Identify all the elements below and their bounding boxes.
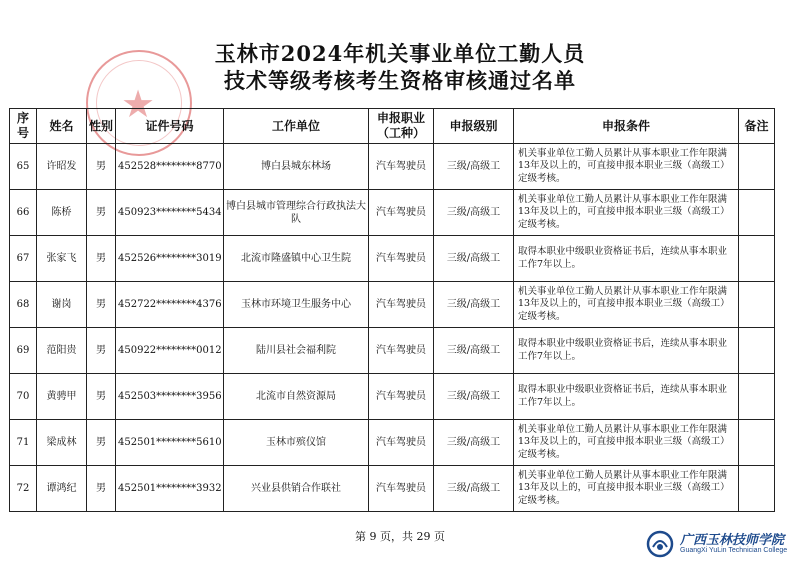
row-workplace: 玉林市环境卫生服务中心 (224, 282, 369, 328)
title-line-2: 技术等级考核考生资格审核通过名单 (224, 68, 576, 93)
row-gender: 男 (87, 282, 116, 328)
row-note (739, 466, 775, 512)
row-gender: 男 (87, 190, 116, 236)
row-workplace: 兴业县供销合作联社 (224, 466, 369, 512)
row-condition: 机关事业单位工勤人员累计从事本职业工作年限满13年及以上的，可直接申报本职业三级（高级工）定级考核。 (514, 190, 739, 236)
row-note (739, 420, 775, 466)
header-id: 证件号码 (116, 109, 224, 144)
row-level: 三级/高级工 (434, 374, 514, 420)
row-name: 张家飞 (37, 236, 87, 282)
row-workplace: 陆川县社会福利院 (224, 328, 369, 374)
row-name: 谢岗 (37, 282, 87, 328)
header-job: 申报职业（工种） (369, 109, 434, 144)
college-name: 广西玉林技师学院 (680, 533, 785, 548)
header-no: 序号 (10, 109, 37, 144)
table-row (10, 282, 775, 328)
header-level: 申报级别 (434, 109, 514, 144)
row-name: 黄骋甲 (37, 374, 87, 420)
row-number: 71 (10, 420, 37, 466)
star-icon: ★ (121, 82, 156, 126)
row-id-number: 452501********5610 (116, 420, 224, 466)
row-level: 三级/高级工 (434, 144, 514, 190)
row-condition: 取得本职业中级职业资格证书后，连续从事本职业工作7年以上。 (514, 328, 739, 374)
row-job: 汽车驾驶员 (369, 190, 434, 236)
header-condition: 申报条件 (514, 109, 739, 144)
row-condition: 机关事业单位工勤人员累计从事本职业工作年限满13年及以上的，可直接申报本职业三级（高级工）定级考核。 (514, 144, 739, 190)
page-title (0, 40, 800, 94)
row-note (739, 328, 775, 374)
header-gender: 性别 (87, 109, 116, 144)
row-id-number: 452503********3956 (116, 374, 224, 420)
college-emblem-icon (646, 530, 674, 558)
table-row (10, 190, 775, 236)
row-condition: 机关事业单位工勤人员累计从事本职业工作年限满13年及以上的，可直接申报本职业三级（高级工）定级考核。 (514, 420, 739, 466)
table-row (10, 466, 775, 512)
row-level: 三级/高级工 (434, 282, 514, 328)
row-gender: 男 (87, 374, 116, 420)
row-condition: 取得本职业中级职业资格证书后，连续从事本职业工作7年以上。 (514, 236, 739, 282)
row-workplace: 博白县城市管理综合行政执法大队 (224, 190, 369, 236)
row-workplace: 博白县城东林场 (224, 144, 369, 190)
table-header-row (10, 109, 775, 144)
title-line-1: 玉林市2024年机关事业单位工勤人员 (214, 41, 586, 66)
row-level: 三级/高级工 (434, 466, 514, 512)
row-name: 许昭发 (37, 144, 87, 190)
row-number: 65 (10, 144, 37, 190)
row-number: 67 (10, 236, 37, 282)
table-row (10, 236, 775, 282)
college-logo (642, 527, 794, 561)
row-job: 汽车驾驶员 (369, 374, 434, 420)
row-name: 谭鸿纪 (37, 466, 87, 512)
row-note (739, 236, 775, 282)
row-number: 70 (10, 374, 37, 420)
row-gender: 男 (87, 466, 116, 512)
row-id-number: 452526********3019 (116, 236, 224, 282)
row-number: 72 (10, 466, 37, 512)
row-gender: 男 (87, 420, 116, 466)
row-name: 陈桥 (37, 190, 87, 236)
table-row (10, 144, 775, 190)
row-job: 汽车驾驶员 (369, 328, 434, 374)
row-gender: 男 (87, 328, 116, 374)
row-job: 汽车驾驶员 (369, 282, 434, 328)
header-name: 姓名 (37, 109, 87, 144)
row-workplace: 玉林市殡仪馆 (224, 420, 369, 466)
row-id-number: 452501********3932 (116, 466, 224, 512)
row-id-number: 450922********0012 (116, 328, 224, 374)
row-note (739, 190, 775, 236)
row-number: 68 (10, 282, 37, 328)
row-condition: 机关事业单位工勤人员累计从事本职业工作年限满13年及以上的，可直接申报本职业三级（高级工）定级考核。 (514, 466, 739, 512)
row-level: 三级/高级工 (434, 190, 514, 236)
row-gender: 男 (87, 236, 116, 282)
row-condition: 机关事业单位工勤人员累计从事本职业工作年限满13年及以上的，可直接申报本职业三级（高级工）定级考核。 (514, 282, 739, 328)
header-org: 工作单位 (224, 109, 369, 144)
row-workplace: 北流市自然资源局 (224, 374, 369, 420)
header-note: 备注 (739, 109, 775, 144)
college-name-en: GuangXi YuLin Technician College (680, 547, 788, 554)
table-row (10, 420, 775, 466)
row-id-number: 452722********4376 (116, 282, 224, 328)
row-name: 范阳贵 (37, 328, 87, 374)
row-id-number: 450923********5434 (116, 190, 224, 236)
row-job: 汽车驾驶员 (369, 236, 434, 282)
row-workplace: 北流市隆盛镇中心卫生院 (224, 236, 369, 282)
table-row (10, 328, 775, 374)
row-job: 汽车驾驶员 (369, 420, 434, 466)
row-note (739, 144, 775, 190)
row-number: 69 (10, 328, 37, 374)
candidate-table (9, 108, 775, 512)
row-level: 三级/高级工 (434, 236, 514, 282)
row-note (739, 374, 775, 420)
row-job: 汽车驾驶员 (369, 144, 434, 190)
row-name: 梁成林 (37, 420, 87, 466)
row-note (739, 282, 775, 328)
row-number: 66 (10, 190, 37, 236)
row-level: 三级/高级工 (434, 328, 514, 374)
row-gender: 男 (87, 144, 116, 190)
table-row (10, 374, 775, 420)
page-number: 第 9 页，共 29 页 (355, 530, 445, 543)
row-level: 三级/高级工 (434, 420, 514, 466)
row-id-number: 452528********8770 (116, 144, 224, 190)
row-job: 汽车驾驶员 (369, 466, 434, 512)
row-condition: 取得本职业中级职业资格证书后，连续从事本职业工作7年以上。 (514, 374, 739, 420)
